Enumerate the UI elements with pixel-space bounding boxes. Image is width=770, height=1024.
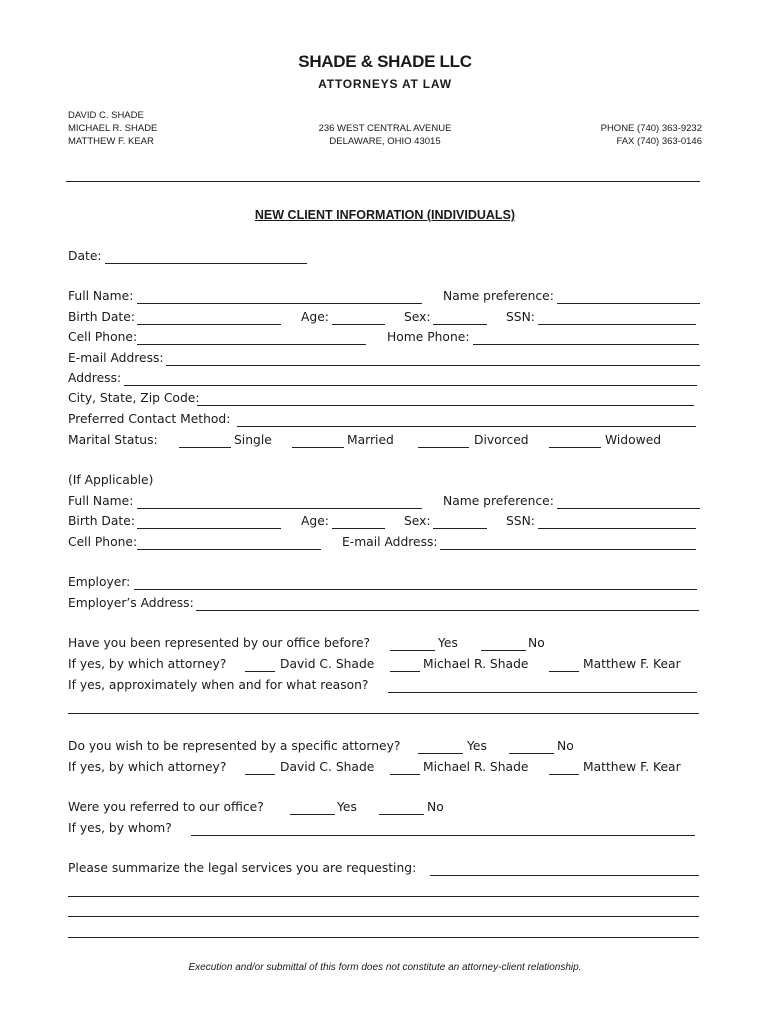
summary-field-line-3[interactable]: [68, 916, 699, 917]
specific-no-label: No: [557, 739, 574, 753]
represented-yes-blank[interactable]: [390, 650, 435, 651]
spouse-email-label: E-mail Address:: [342, 535, 438, 549]
name-preference-field[interactable]: [557, 303, 700, 304]
specific-attorney-question: Do you wish to be represented by a specific attorney?: [68, 739, 401, 753]
summary-field-line-2[interactable]: [68, 896, 699, 897]
preferred-contact-label: Preferred Contact Method:: [68, 412, 231, 426]
fax-number: FAX (740) 363-0146: [616, 136, 702, 147]
spouse-age-field[interactable]: [332, 528, 385, 529]
attorney-david-label: David C. Shade: [280, 657, 375, 671]
email-field[interactable]: [166, 365, 700, 366]
address-line-2: DELAWARE, OHIO 43015: [329, 136, 441, 147]
preferred-contact-field[interactable]: [237, 426, 696, 427]
attorney-michael-blank[interactable]: [390, 671, 420, 672]
sex-label: Sex:: [404, 310, 431, 324]
spouse-ssn-field[interactable]: [538, 528, 696, 529]
spouse-name-preference-field[interactable]: [557, 508, 700, 509]
spouse-birth-date-label: Birth Date:: [68, 514, 135, 528]
spouse-ssn-label: SSN:: [506, 514, 535, 528]
email-label: E-mail Address:: [68, 351, 164, 365]
full-name-field[interactable]: [137, 303, 422, 304]
specific-matthew-label: Matthew F. Kear: [583, 760, 681, 774]
referred-yes-blank[interactable]: [290, 814, 335, 815]
represented-no-label: No: [528, 636, 545, 650]
attorney-michael-label: Michael R. Shade: [423, 657, 529, 671]
home-phone-label: Home Phone:: [387, 330, 470, 344]
form-title: NEW CLIENT INFORMATION (INDIVIDUALS): [254, 208, 516, 222]
specific-yes-blank[interactable]: [418, 753, 463, 754]
city-state-zip-label: City, State, Zip Code:: [68, 391, 200, 405]
if-applicable-label: (If Applicable): [68, 473, 154, 487]
by-whom-field[interactable]: [191, 835, 695, 836]
specific-matthew-blank[interactable]: [549, 774, 579, 775]
attorney-name: MATTHEW F. KEAR: [68, 136, 154, 147]
sex-field[interactable]: [433, 324, 487, 325]
age-field[interactable]: [332, 324, 385, 325]
city-state-zip-field[interactable]: [197, 405, 694, 406]
age-label: Age:: [301, 310, 329, 324]
attorney-david-blank[interactable]: [245, 671, 275, 672]
marital-married-blank[interactable]: [292, 447, 344, 448]
when-reason-question: If yes, approximately when and for what reason?: [68, 678, 369, 692]
represented-before-question: Have you been represented by our office before?: [68, 636, 371, 650]
date-field[interactable]: [105, 263, 307, 264]
marital-status-label: Marital Status:: [68, 433, 158, 447]
summary-field-line-1[interactable]: [430, 875, 699, 876]
attorney-matthew-blank[interactable]: [549, 671, 579, 672]
spouse-age-label: Age:: [301, 514, 329, 528]
firm-name: SHADE & SHADE LLC: [298, 52, 472, 71]
which-attorney-question: If yes, by which attorney?: [68, 657, 227, 671]
spouse-sex-label: Sex:: [404, 514, 431, 528]
specific-michael-blank[interactable]: [390, 774, 420, 775]
marital-divorced-blank[interactable]: [418, 447, 469, 448]
marital-single-blank[interactable]: [179, 447, 231, 448]
attorney-name: DAVID C. SHADE: [68, 110, 144, 121]
marital-widowed-label: Widowed: [605, 433, 662, 447]
birth-date-label: Birth Date:: [68, 310, 135, 324]
referred-no-blank[interactable]: [379, 814, 424, 815]
marital-married-label: Married: [347, 433, 394, 447]
full-name-label: Full Name:: [68, 289, 134, 303]
firm-subtitle: ATTORNEYS AT LAW: [318, 77, 452, 91]
phone-number: PHONE (740) 363-9232: [600, 123, 702, 134]
referred-no-label: No: [427, 800, 444, 814]
spouse-birth-date-field[interactable]: [137, 528, 281, 529]
summary-field-line-4[interactable]: [68, 937, 699, 938]
firm-contact: [601, 122, 702, 148]
represented-no-blank[interactable]: [481, 650, 526, 651]
represented-yes-label: Yes: [438, 636, 458, 650]
address-line-1: 236 WEST CENTRAL AVENUE: [318, 123, 452, 134]
header-divider: [66, 181, 700, 182]
when-reason-field[interactable]: [388, 692, 697, 693]
marital-single-label: Single: [234, 433, 272, 447]
spouse-name-preference-label: Name preference:: [443, 494, 554, 508]
spouse-cell-phone-field[interactable]: [137, 549, 321, 550]
specific-yes-label: Yes: [467, 739, 487, 753]
referred-question: Were you referred to our office?: [68, 800, 264, 814]
spouse-full-name-field[interactable]: [137, 508, 422, 509]
by-whom-question: If yes, by whom?: [68, 821, 172, 835]
specific-david-label: David C. Shade: [280, 760, 375, 774]
employer-address-label: Employer’s Address:: [68, 596, 194, 610]
referred-yes-label: Yes: [337, 800, 357, 814]
spouse-email-field[interactable]: [440, 549, 696, 550]
employer-label: Employer:: [68, 575, 131, 589]
marital-divorced-label: Divorced: [474, 433, 529, 447]
ssn-label: SSN:: [506, 310, 535, 324]
marital-widowed-blank[interactable]: [549, 447, 601, 448]
ssn-field[interactable]: [538, 324, 696, 325]
specific-david-blank[interactable]: [245, 774, 275, 775]
spouse-cell-phone-label: Cell Phone:: [68, 535, 138, 549]
cell-phone-field[interactable]: [137, 344, 366, 345]
spouse-sex-field[interactable]: [433, 528, 487, 529]
specific-michael-label: Michael R. Shade: [423, 760, 529, 774]
employer-field[interactable]: [134, 589, 697, 590]
specific-which-attorney-question: If yes, by which attorney?: [68, 760, 227, 774]
specific-no-blank[interactable]: [509, 753, 554, 754]
address-label: Address:: [68, 371, 122, 385]
name-preference-label: Name preference:: [443, 289, 554, 303]
attorney-name: MICHAEL R. SHADE: [68, 123, 158, 134]
cell-phone-label: Cell Phone:: [68, 330, 138, 344]
attorney-matthew-label: Matthew F. Kear: [583, 657, 681, 671]
summarize-question: Please summarize the legal services you are requesting:: [68, 861, 417, 875]
home-phone-field[interactable]: [473, 344, 699, 345]
footer-disclaimer: Execution and/or submittal of this form does not constitute an attorney-client relationship.: [188, 962, 582, 973]
employer-address-field[interactable]: [196, 610, 699, 611]
spouse-full-name-label: Full Name:: [68, 494, 134, 508]
address-field[interactable]: [124, 385, 697, 386]
date-label: Date:: [68, 249, 102, 263]
birth-date-field[interactable]: [137, 324, 281, 325]
when-reason-field-line-2[interactable]: [68, 713, 699, 714]
